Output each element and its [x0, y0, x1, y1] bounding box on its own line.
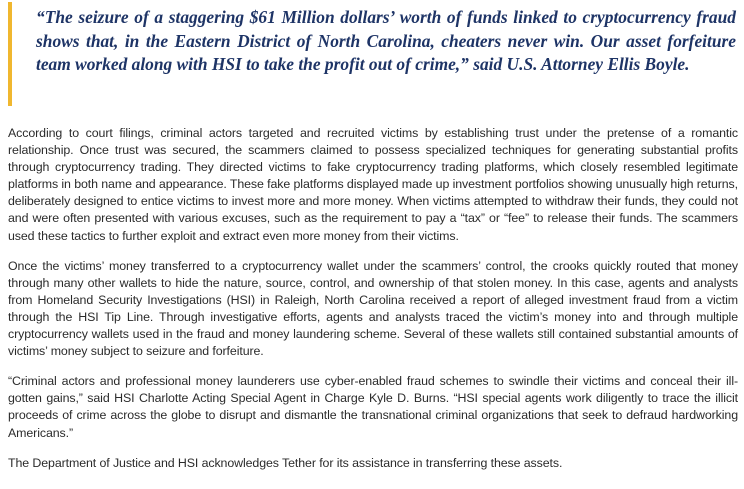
body-paragraph-acknowledgement: The Department of Justice and HSI acknowledges Tether for its assistance in transferring these assets.	[8, 455, 563, 470]
article-body	[8, 125, 738, 485]
pull-quote	[8, 2, 736, 106]
body-paragraph-hsi-quote: “Criminal actors and professional money launderers use cyber-enabled fraud schemes to swindle their victims and conceal their ill-gotten gains,” said HSI Charlotte Acting Special Agent in Charge Kyle D. Burns. “HSI special agents work diligently to trace the illicit proceeds of crime across the globe to disrupt and dismantle the transnational criminal organizations that seek to defraud hardworking Americans.”	[8, 374, 738, 440]
pull-quote-text: “The seizure of a staggering $61 Million dollars’ worth of funds linked to cryptocurrency fraud shows that, in the Eastern District of North Carolina, cheaters never win. Our asset forfeiture team worked along with HSI to take the profit out of crime,” said U.S. Attorney Ellis Boyle.	[36, 7, 736, 74]
body-paragraph-scheme: According to court filings, criminal actors targeted and recruited victims by establishing trust under the pretense of a romantic relationship. Once trust was secured, the scammers claimed to possess specialized techniques for generating substantial profits through cryptocurrency trading. They directed victims to fake cryptocurrency trading platforms, which closely resembled legitimate platforms in both name and appearance. These fake platforms displayed made up investment portfolios showing unusually high returns, deliberately designed to entice victims to invest more and more money. When victims attempted to withdraw their funds, they could not and were often presented with various excuses, such as the requirement to pay a “tax” or “fee” to release their funds. The scammers used these tactics to further exploit and extract even more money from their victims.	[8, 126, 738, 243]
body-paragraph-investigation: Once the victims’ money transferred to a cryptocurrency wallet under the scammers’ control, the crooks quickly routed that money through many other wallets to hide the nature, source, control, and ownership of that stolen money. In this case, agents and analysts from Homeland Security Investigations (HSI) in Raleigh, North Carolina received a report of alleged investment fraud from a victim through the HSI Tip Line. Through investigative efforts, agents and analysts traced the victim’s money into and through multiple cryptocurrency wallets used in the fraud and money laundering scheme. Several of these wallets still contained substantial amounts of victims’ money subject to seizure and forfeiture.	[8, 258, 738, 359]
